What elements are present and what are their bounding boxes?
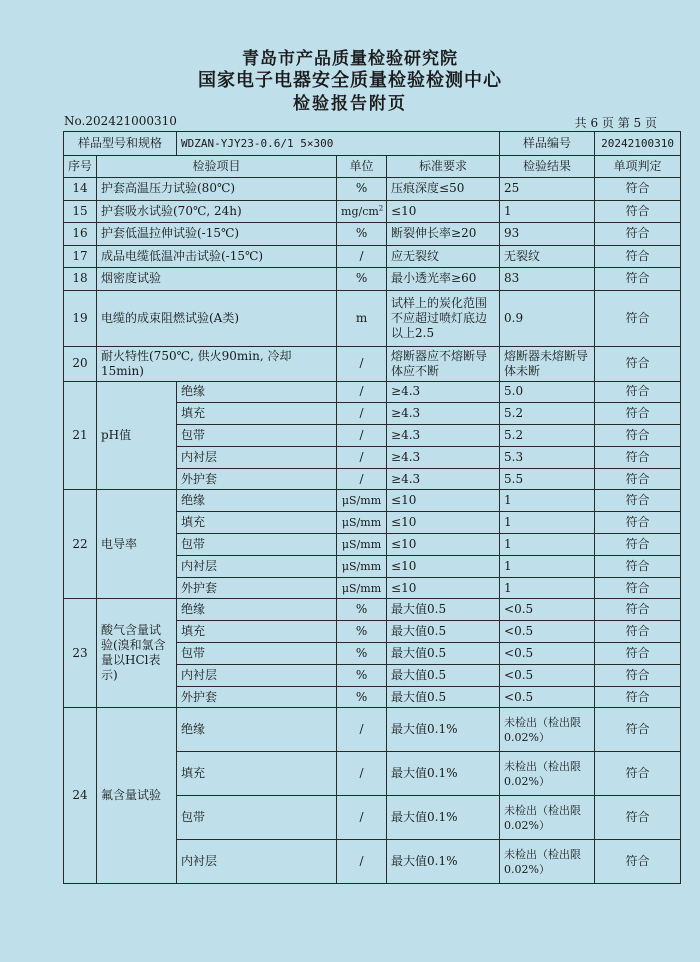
part-name: 填充 [177, 403, 337, 425]
row-result: 5.2 [500, 403, 595, 425]
row-item: 烟密度试验 [97, 268, 337, 291]
row-judge: 符合 [595, 381, 681, 403]
part-name: 包带 [177, 425, 337, 447]
group-label: 酸气含量试验(溴和氯含量以HCl表示) [97, 599, 177, 708]
row-unit: μS/mm [337, 512, 387, 534]
table-row [64, 381, 681, 403]
row-judge: 符合 [595, 621, 681, 643]
group-label: 电导率 [97, 490, 177, 599]
row-standard: ≤10 [387, 555, 500, 577]
row-unit: / [337, 346, 387, 381]
part-name: 内衬层 [177, 555, 337, 577]
row-unit: % [337, 268, 387, 291]
sample-model-value: WDZAN-YJY23-0.6/1 5×300 [177, 132, 500, 156]
row-no: 17 [64, 245, 97, 268]
group-no: 23 [64, 599, 97, 708]
row-unit: % [337, 178, 387, 201]
row-result: <0.5 [500, 686, 595, 708]
institute-name: 青岛市产品质量检验研究院 [242, 49, 458, 69]
row-judge: 符合 [595, 446, 681, 468]
row-result: 5.2 [500, 425, 595, 447]
row-judge: 符合 [595, 178, 681, 201]
row-result: 未检出（检出限0.02%） [500, 840, 595, 884]
row-standard: 最大值0.5 [387, 599, 500, 621]
row-judge: 符合 [595, 686, 681, 708]
part-name: 填充 [177, 512, 337, 534]
table-row [64, 268, 681, 291]
row-standard: 断裂伸长率≥20 [387, 223, 500, 246]
sample-number-label: 样品编号 [500, 132, 595, 156]
row-standard: 最大值0.1% [387, 796, 500, 840]
inspection-table [63, 131, 681, 884]
part-name: 绝缘 [177, 599, 337, 621]
row-judge: 符合 [595, 708, 681, 752]
col-unit: 单位 [337, 155, 387, 178]
row-judge: 符合 [595, 840, 681, 884]
row-unit: / [337, 446, 387, 468]
row-no: 18 [64, 268, 97, 291]
part-name: 包带 [177, 534, 337, 556]
col-judgement: 单项判定 [595, 155, 681, 178]
row-judge: 符合 [595, 534, 681, 556]
row-standard: 最大值0.5 [387, 686, 500, 708]
row-judge: 符合 [595, 512, 681, 534]
row-result: 1 [500, 534, 595, 556]
row-standard: 最大值0.1% [387, 752, 500, 796]
row-result: 1 [500, 490, 595, 512]
row-result: 未检出（检出限0.02%） [500, 708, 595, 752]
row-unit: % [337, 686, 387, 708]
row-no: 16 [64, 223, 97, 246]
part-name: 填充 [177, 621, 337, 643]
row-judge: 符合 [595, 599, 681, 621]
part-name: 内衬层 [177, 840, 337, 884]
row-no: 19 [64, 290, 97, 346]
row-result: 5.3 [500, 446, 595, 468]
row-standard: ≤10 [387, 200, 500, 223]
row-standard: ≤10 [387, 512, 500, 534]
row-judge: 符合 [595, 577, 681, 599]
row-item: 护套吸水试验(70℃, 24h) [97, 200, 337, 223]
table-row [64, 490, 681, 512]
row-unit: / [337, 708, 387, 752]
row-standard: 试样上的炭化范围不应超过喷灯底边以上2.5 [387, 290, 500, 346]
part-name: 绝缘 [177, 490, 337, 512]
col-seq: 序号 [64, 155, 97, 178]
row-judge: 符合 [595, 223, 681, 246]
row-unit: % [337, 664, 387, 686]
row-unit: / [337, 468, 387, 490]
group-label: pH值 [97, 381, 177, 490]
row-standard: ≤10 [387, 577, 500, 599]
table-row [64, 178, 681, 201]
row-unit: % [337, 621, 387, 643]
row-result: 1 [500, 577, 595, 599]
table-row [64, 708, 681, 752]
row-result: 83 [500, 268, 595, 291]
row-unit [337, 200, 387, 223]
page-title: 检验报告附页 [293, 94, 407, 114]
part-name: 外护套 [177, 577, 337, 599]
table-row [64, 599, 681, 621]
row-standard: ≤10 [387, 534, 500, 556]
report-number: No.202421000310 [64, 114, 177, 128]
row-unit: / [337, 752, 387, 796]
row-unit: % [337, 599, 387, 621]
row-judge: 符合 [595, 425, 681, 447]
row-standard: ≥4.3 [387, 468, 500, 490]
row-result: 5.0 [500, 381, 595, 403]
row-unit: μS/mm [337, 534, 387, 556]
row-judge: 符合 [595, 752, 681, 796]
row-result: 0.9 [500, 290, 595, 346]
row-standard: ≥4.3 [387, 446, 500, 468]
row-result: <0.5 [500, 664, 595, 686]
row-no: 15 [64, 200, 97, 223]
group-label: 氟含量试验 [97, 708, 177, 884]
row-judge: 符合 [595, 245, 681, 268]
row-result: 未检出（检出限0.02%） [500, 752, 595, 796]
column-header-row [64, 155, 681, 178]
row-result: 1 [500, 512, 595, 534]
row-unit: % [337, 223, 387, 246]
sample-number-value: 20242100310 [595, 132, 681, 156]
row-standard: ≥4.3 [387, 381, 500, 403]
row-judge: 符合 [595, 664, 681, 686]
row-judge: 符合 [595, 346, 681, 381]
part-name: 外护套 [177, 686, 337, 708]
group-no: 24 [64, 708, 97, 884]
table-row [64, 223, 681, 246]
row-unit: μS/mm [337, 555, 387, 577]
row-judge: 符合 [595, 403, 681, 425]
row-unit: % [337, 643, 387, 665]
row-unit: / [337, 381, 387, 403]
row-result: <0.5 [500, 599, 595, 621]
row-standard: 熔断器应不熔断导体应不断 [387, 346, 500, 381]
row-unit: m [337, 290, 387, 346]
row-standard: 最大值0.5 [387, 643, 500, 665]
table-row [64, 346, 681, 381]
part-name: 绝缘 [177, 381, 337, 403]
row-judge: 符合 [595, 268, 681, 291]
row-unit: / [337, 425, 387, 447]
sample-model-label: 样品型号和规格 [64, 132, 177, 156]
col-result: 检验结果 [500, 155, 595, 178]
row-result: 熔断器未熔断导体未断 [500, 346, 595, 381]
row-unit: / [337, 796, 387, 840]
row-unit: / [337, 245, 387, 268]
row-item: 护套高温压力试验(80℃) [97, 178, 337, 201]
row-result: <0.5 [500, 643, 595, 665]
row-item: 电缆的成束阻燃试验(A类) [97, 290, 337, 346]
row-judge: 符合 [595, 555, 681, 577]
table-row [64, 290, 681, 346]
group-no: 21 [64, 381, 97, 490]
row-standard: 压痕深度≤50 [387, 178, 500, 201]
unit-main: mg/cm [341, 204, 379, 218]
row-item: 耐火特性(750℃, 供火90min, 冷却15min) [97, 346, 337, 381]
row-unit: / [337, 403, 387, 425]
row-judge: 符合 [595, 796, 681, 840]
row-result: 无裂纹 [500, 245, 595, 268]
row-no: 20 [64, 346, 97, 381]
row-result: 1 [500, 200, 595, 223]
row-result: 25 [500, 178, 595, 201]
row-no: 14 [64, 178, 97, 201]
row-judge: 符合 [595, 200, 681, 223]
part-name: 外护套 [177, 468, 337, 490]
table-row [64, 245, 681, 268]
row-judge: 符合 [595, 490, 681, 512]
row-standard: ≥4.3 [387, 425, 500, 447]
unit-sup: 2 [378, 204, 384, 213]
row-judge: 符合 [595, 643, 681, 665]
row-unit: μS/mm [337, 490, 387, 512]
sample-info-row [64, 132, 681, 156]
group-no: 22 [64, 490, 97, 599]
row-standard: ≤10 [387, 490, 500, 512]
row-standard: 最大值0.5 [387, 664, 500, 686]
row-result: 93 [500, 223, 595, 246]
row-result: <0.5 [500, 621, 595, 643]
center-name: 国家电子电器安全质量检验检测中心 [198, 70, 502, 91]
part-name: 内衬层 [177, 446, 337, 468]
row-standard: 最小透光率≥60 [387, 268, 500, 291]
part-name: 绝缘 [177, 708, 337, 752]
table-row [64, 200, 681, 223]
row-judge: 符合 [595, 290, 681, 346]
part-name: 包带 [177, 796, 337, 840]
col-item: 检验项目 [97, 155, 337, 178]
row-standard: 最大值0.1% [387, 708, 500, 752]
row-judge: 符合 [595, 468, 681, 490]
row-item: 成品电缆低温冲击试验(-15℃) [97, 245, 337, 268]
row-standard: 最大值0.5 [387, 621, 500, 643]
row-standard: 最大值0.1% [387, 840, 500, 884]
row-unit: μS/mm [337, 577, 387, 599]
part-name: 包带 [177, 643, 337, 665]
row-result: 未检出（检出限0.02%） [500, 796, 595, 840]
row-standard: 应无裂纹 [387, 245, 500, 268]
col-standard: 标准要求 [387, 155, 500, 178]
row-standard: ≥4.3 [387, 403, 500, 425]
row-unit: / [337, 840, 387, 884]
part-name: 填充 [177, 752, 337, 796]
row-item: 护套低温拉伸试验(-15℃) [97, 223, 337, 246]
part-name: 内衬层 [177, 664, 337, 686]
row-result: 1 [500, 555, 595, 577]
page-indicator: 共 6 页 第 5 页 [574, 116, 657, 130]
row-result: 5.5 [500, 468, 595, 490]
